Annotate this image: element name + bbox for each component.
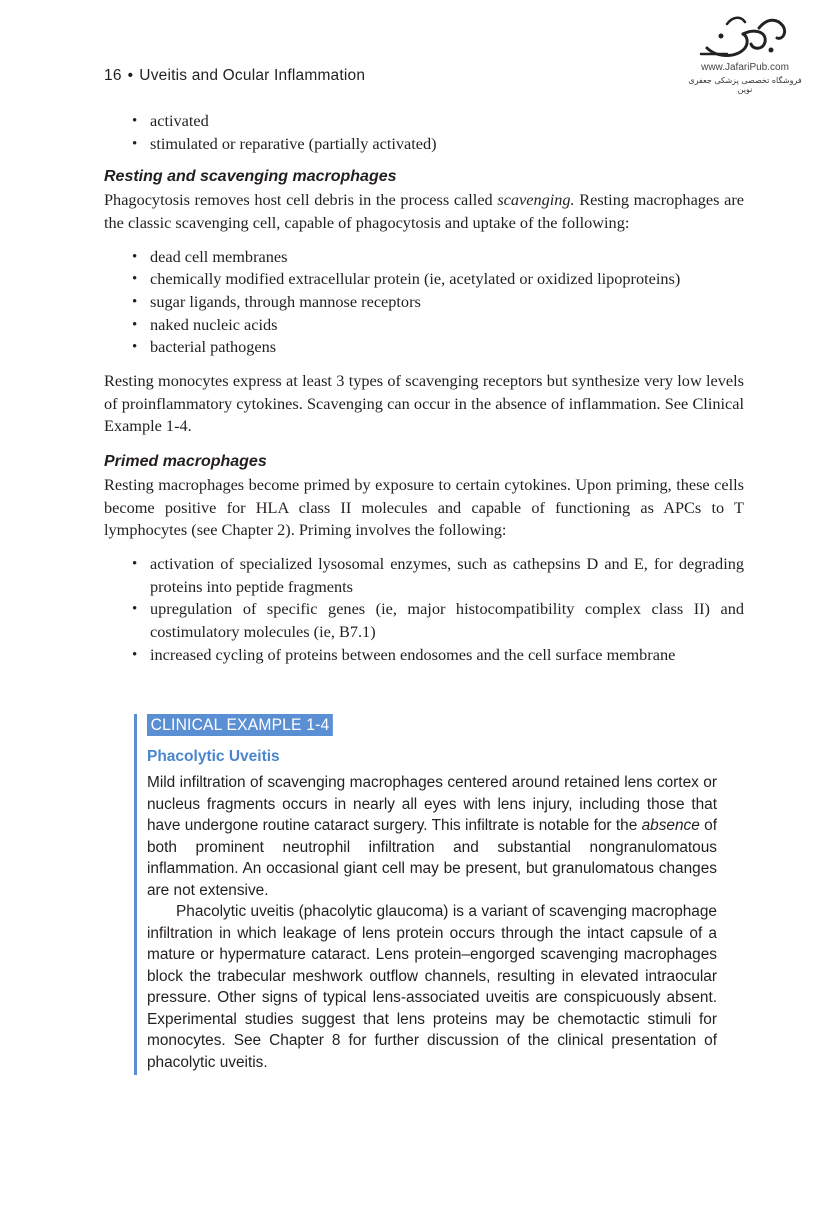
list-item: • dead cell membranes bbox=[132, 246, 744, 269]
book-title: Uveitis and Ocular Inflammation bbox=[139, 67, 366, 84]
clinical-paragraph-1: Mild infiltration of scavenging macrophages centered around retained lens cortex or nucleus fragments occurs in nearly all eyes with lens injury, including those that have undergone routine cataract surgery. This infiltrate is notable for the absence of both prominent neutrophil infiltration and substantial nongranulomatous inflammation. An occasional giant cell may be present, but granulomatous changes are not extensive. bbox=[147, 774, 717, 899]
publisher-tagline: فروشگاه تخصصی پزشکی جعفری نوین bbox=[688, 76, 802, 94]
main-text-column bbox=[104, 110, 744, 666]
running-header bbox=[104, 67, 365, 85]
resting-bullet-list bbox=[104, 246, 744, 360]
term-scavenging: scavenging. bbox=[497, 190, 575, 210]
resting-paragraph-2: Resting monocytes express at least 3 types of scavenging receptors but synthesize very low levels of proinflammatory cytokines. Scavenging can occur in the absence of inflammation. See Clinical Example 1-4. bbox=[104, 371, 744, 436]
publisher-logo bbox=[680, 14, 810, 104]
clinical-example-tag: CLINICAL EXAMPLE 1-4 bbox=[147, 714, 333, 736]
list-item: • increased cycling of proteins between endosomes and the cell surface membrane bbox=[132, 644, 744, 667]
list-item: • activated bbox=[132, 110, 744, 133]
term-absence: absence bbox=[641, 817, 700, 834]
list-item: • activation of specialized lysosomal enzymes, such as cathepsins D and E, for degrading proteins into peptide fragments bbox=[132, 553, 744, 598]
list-item: • bacterial pathogens bbox=[132, 336, 744, 359]
primed-paragraph: Resting macrophages become primed by exposure to certain cytokines. Upon priming, these cells become positive for HLA class II molecules and capable of functioning as APCs to T lymphocytes (see Chapter 2). Priming involves the following: bbox=[104, 474, 744, 540]
resting-paragraph-1: Phagocytosis removes host cell debris in the process called scavenging. Resting macrophages are the classic scavenging cell, capable of phagocytosis and uptake of the following: bbox=[104, 190, 744, 232]
clinical-example-title: Phacolytic Uveitis bbox=[147, 748, 280, 765]
clinical-example-box bbox=[134, 714, 717, 1075]
list-item: • stimulated or reparative (partially activated) bbox=[132, 133, 744, 156]
list-item: • sugar ligands, through mannose receptors bbox=[132, 291, 744, 314]
list-item: • chemically modified extracellular protein (ie, acetylated or oxidized lipoproteins) bbox=[132, 268, 744, 291]
header-separator: • bbox=[127, 67, 134, 84]
list-item: • upregulation of specific genes (ie, major histocompatibility complex class II) and costimulatory molecules (ie, B7.1) bbox=[132, 598, 744, 643]
page-number: 16 bbox=[104, 67, 122, 84]
clinical-paragraph-2: Phacolytic uveitis (phacolytic glaucoma) is a variant of scavenging macrophage infiltration in which leakage of lens protein occurs through the intact capsule of a mature or hypermature cataract. Lens protein–engorged scavenging macrophages block the trabecular meshwork outflow channels, resulting in elevated intraocular pressure. Other signs of typical lens-associated uveitis are conspicuously absent. Experimental studies suggest that lens proteins may be chemotactic stimuli for monocytes. See Chapter 8 for further discussion of the clinical presentation of phacolytic uveitis. bbox=[147, 903, 717, 1071]
intro-bullet-list bbox=[104, 110, 744, 155]
primed-bullet-list bbox=[104, 553, 744, 667]
jafari-logo-icon bbox=[697, 14, 793, 62]
publisher-url: www.JafariPub.com bbox=[701, 62, 789, 73]
section-heading-primed: Primed macrophages bbox=[104, 453, 267, 471]
list-item: • naked nucleic acids bbox=[132, 314, 744, 337]
section-heading-resting: Resting and scavenging macrophages bbox=[104, 168, 397, 186]
